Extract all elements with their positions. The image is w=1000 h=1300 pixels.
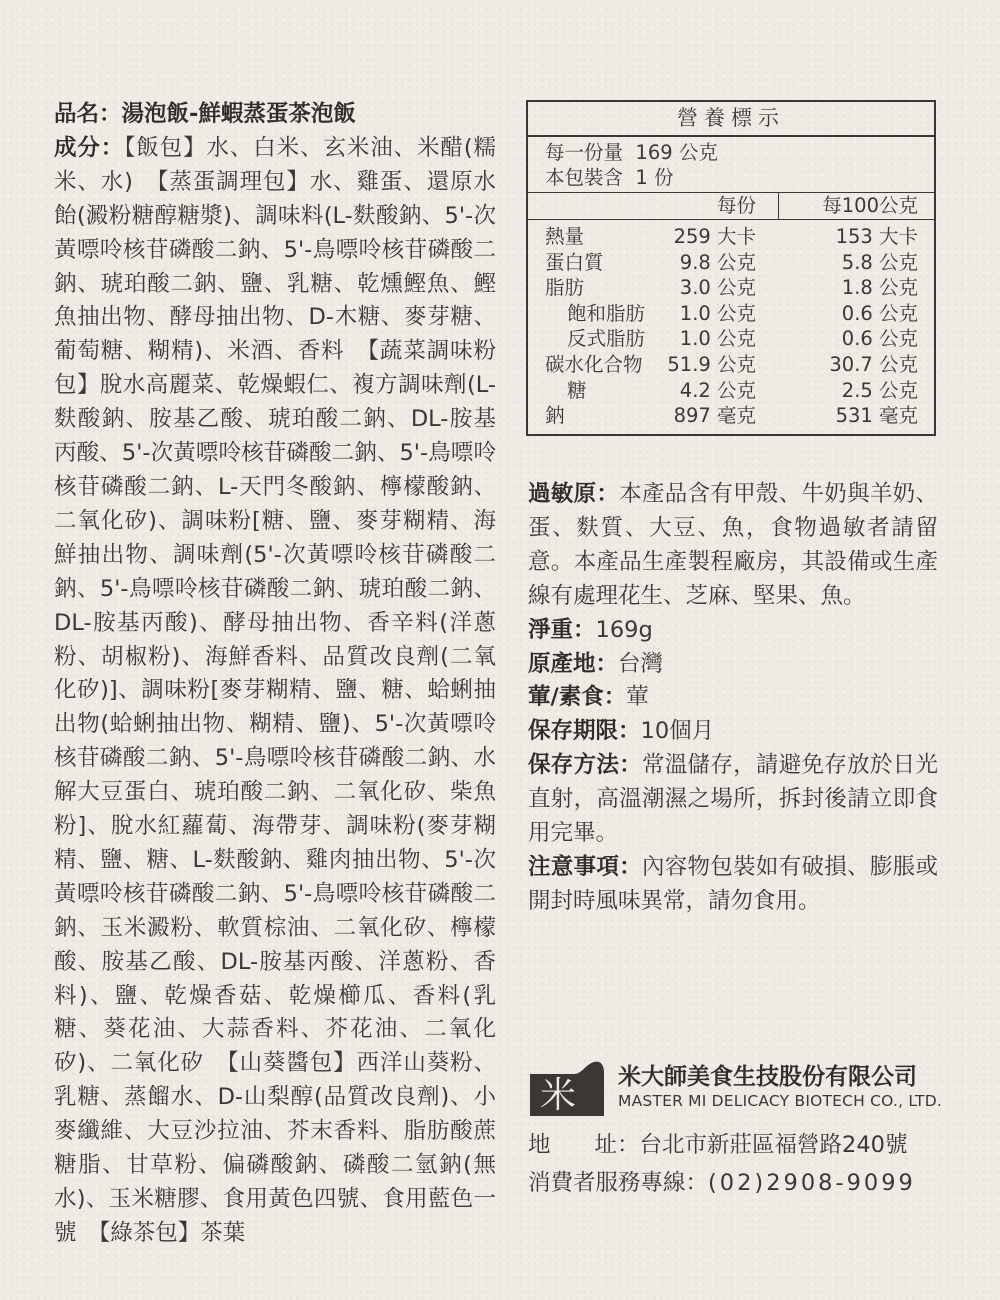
- nutrient-row: [528, 301, 934, 327]
- product-name: 湯泡飯-鮮蝦蒸蛋茶泡飯: [121, 101, 356, 127]
- serving-size-value: 169 公克: [635, 141, 718, 164]
- nutrient-per-serving: 51.9 公克: [667, 352, 756, 376]
- allergen-text: 本產品含有甲殼、牛奶與羊奶、蛋、麩質、大豆、魚，食物過敏者請留意。本產品生產製程廠房，其設備或生產線有處理花生、芝麻、堅果、魚。: [528, 481, 938, 609]
- product-info-column: [54, 98, 496, 1251]
- address-value: 台北市新莊區福營路240號: [639, 1132, 908, 1158]
- address-label-first: 地: [528, 1132, 551, 1158]
- hotline-label: 消費者服務專線：: [528, 1170, 709, 1196]
- serving-size-row: [545, 140, 934, 165]
- nutrient-name: 蛋白質: [545, 250, 604, 274]
- origin-line: [528, 648, 938, 682]
- ingredients-paragraph: [54, 132, 496, 1251]
- company-name-zh: 米大師美食生技股份有限公司: [618, 1064, 917, 1090]
- nutrient-per-serving: 3.0 公克: [679, 276, 756, 300]
- storage-text: 常溫儲存，請避免存放於日光直射，高溫潮濕之場所，拆封後請立即食用完畢。: [528, 752, 938, 847]
- nutrient-per-serving: 4.2 公克: [679, 378, 756, 402]
- diet-value: 葷: [626, 684, 649, 711]
- nutrient-per-100g: 1.8 公克: [841, 276, 918, 300]
- nutrient-per-100g: 0.6 公克: [841, 301, 918, 325]
- address-line: [528, 1126, 968, 1164]
- nutrient-per-serving: 9.8 公克: [679, 250, 756, 274]
- nutrition-title: 營養標示: [528, 102, 934, 137]
- product-name-label: 品名：: [54, 101, 122, 127]
- net-weight-label: 淨重：: [528, 616, 596, 643]
- nutrient-per-100g: 531 毫克: [835, 404, 918, 428]
- col-per-100g: 每100公克: [822, 194, 918, 217]
- servings-per-package-row: [545, 165, 934, 190]
- nutrition-header-row: [528, 192, 934, 220]
- nutrient-row: [528, 250, 934, 276]
- allergen-paragraph: [528, 478, 938, 614]
- notice-paragraph: [528, 851, 938, 919]
- shelf-life-line: [528, 715, 938, 749]
- nutrient-per-100g: 30.7 公克: [829, 352, 918, 376]
- nutrient-name: 碳水化合物: [545, 352, 643, 376]
- hotline-line: [528, 1164, 968, 1202]
- notice-label: 注意事項：: [528, 853, 642, 880]
- contact-block: [528, 1126, 968, 1202]
- nutrient-row: [528, 352, 934, 378]
- nutrient-row: [528, 224, 934, 250]
- company-logo-icon: [528, 1060, 606, 1116]
- nutrient-per-100g: 153 大卡: [835, 225, 918, 248]
- company-block: [528, 1054, 958, 1118]
- nutrient-row: [528, 378, 934, 404]
- allergen-label: 過敏原：: [528, 481, 620, 507]
- nutrient-name: 脂肪: [545, 276, 585, 300]
- nutrient-name: 反式脂肪: [567, 327, 646, 351]
- nutrient-name: 熱量: [545, 225, 585, 248]
- nutrient-name: 飽和脂肪: [567, 301, 646, 325]
- nutrition-table: [526, 100, 936, 436]
- nutrient-per-serving: 259 大卡: [673, 225, 756, 248]
- storage-paragraph: [528, 749, 938, 851]
- nutrient-name: 鈉: [545, 404, 565, 428]
- nutrition-rows: [528, 220, 934, 429]
- net-weight-line: [528, 614, 938, 648]
- company-logo-char: 米: [539, 1075, 577, 1116]
- nutrient-row: [528, 403, 934, 429]
- serving-info: [528, 137, 934, 190]
- storage-label: 保存方法：: [528, 752, 642, 779]
- nutrient-row: [528, 326, 934, 352]
- column-divider: [778, 193, 779, 219]
- ingredients-text: 【飯包】水、白米、玄米油、米醋(糯米、水) 【蒸蛋調理包】水、雞蛋、還原水飴(澱粉糖醇糖漿)、調味料(L-麩酸鈉、5'-次黃嘌呤核苷磷酸二鈉、5'-鳥嘌呤核苷磷酸二鈉、琥珀酸二鈉、鹽、乳糖、乾燻鰹魚、鰹魚抽出物、酵母抽出物、D-木糖、麥芽糖、葡萄糖、糊精)、米酒、香料 【蔬菜調味粉包】脫水高麗菜、乾燥蝦仁、複方調味劑(L-麩酸鈉、胺基乙酸、琥珀酸二鈉、DL-胺基丙酸、5'-次黃嘌呤核苷磷酸二鈉、5'-鳥嘌呤核苷磷酸二鈉、L-天門冬酸鈉、檸檬酸鈉、二氧化矽)、調味粉[糖、鹽、麥芽糊精、海鮮抽出物、調味劑(5'-次黃嘌呤核苷磷酸二鈉、5'-鳥嘌呤核苷磷酸二鈉、琥珀酸二鈉、DL-胺基丙酸)、酵母抽出物、香辛料(洋蔥粉、胡椒粉)、海鮮香料、品質改良劑(二氧化矽)]、調味粉[麥芽糊精、鹽、糖、蛤蜊抽出物(蛤蜊抽出物、糊精、鹽)、5'-次黃嘌呤核苷磷酸二鈉、5'-鳥嘌呤核苷磷酸二鈉、水解大豆蛋白、琥珀酸二鈉、二氧化矽、柴魚粉]、脫水紅蘿蔔、海帶芽、調味粉(麥芽糊精、鹽、糖、L-麩酸鈉、雞肉抽出物、5'-次黃嘌呤核苷磷酸二鈉、5'-鳥嘌呤核苷磷酸二鈉、玉米澱粉、軟質棕油、二氧化矽、檸檬酸、胺基乙酸、DL-胺基丙酸、洋蔥粉、香料)、鹽、乾燥香菇、乾燥櫛瓜、香料(乳糖、葵花油、大蒜香料、芥花油、二氧化矽)、二氧化矽 【山葵醬包】西洋山葵粉、乳糖、蒸餾水、D-山梨醇(品質改良劑)、小麥纖維、大豆沙拉油、芥末香料、脂肪酸蔗糖脂、甘草粉、偏磷酸鈉、磷酸二氫鈉(無水)、玉米糖膠、食用黃色四號、食用藍色一號 【綠茶包】茶葉: [54, 134, 496, 1246]
- nutrient-per-serving: 1.0 公克: [679, 327, 756, 351]
- servings-per-package-value: 1 份: [635, 166, 674, 189]
- shelf-life-value: 10個月: [640, 718, 715, 745]
- origin-label: 原產地：: [528, 650, 619, 677]
- address-label-second: 址：: [594, 1132, 640, 1158]
- notice-text: 內容物包裝如有破損、膨脹或開封時風味異常，請勿食用。: [528, 853, 938, 914]
- nutrient-per-serving: 897 毫克: [673, 404, 756, 428]
- nutrient-name: 糖: [567, 378, 587, 402]
- nutrient-per-100g: 2.5 公克: [841, 378, 918, 402]
- product-details-column: [528, 478, 938, 919]
- diet-label: 葷/素食：: [528, 684, 627, 711]
- servings-per-package-label: 本包裝含: [545, 166, 624, 189]
- nutrient-per-serving: 1.0 公克: [679, 301, 756, 325]
- col-per-serving: 每份: [716, 194, 756, 217]
- serving-size-label: 每一份量: [545, 141, 624, 164]
- origin-value: 台灣: [618, 650, 664, 677]
- net-weight-value: 169g: [595, 616, 653, 643]
- product-name-line: [54, 98, 496, 132]
- diet-line: [528, 681, 938, 715]
- company-name-en: MASTER MI DELICACY BIOTECH CO., LTD.: [618, 1092, 942, 1110]
- nutrient-per-100g: 0.6 公克: [841, 327, 918, 351]
- hotline-value: (02)2908-9099: [708, 1170, 916, 1196]
- nutrient-row: [528, 275, 934, 301]
- ingredients-label: 成分：: [54, 134, 125, 161]
- shelf-life-label: 保存期限：: [528, 718, 641, 745]
- nutrient-per-100g: 5.8 公克: [841, 250, 918, 274]
